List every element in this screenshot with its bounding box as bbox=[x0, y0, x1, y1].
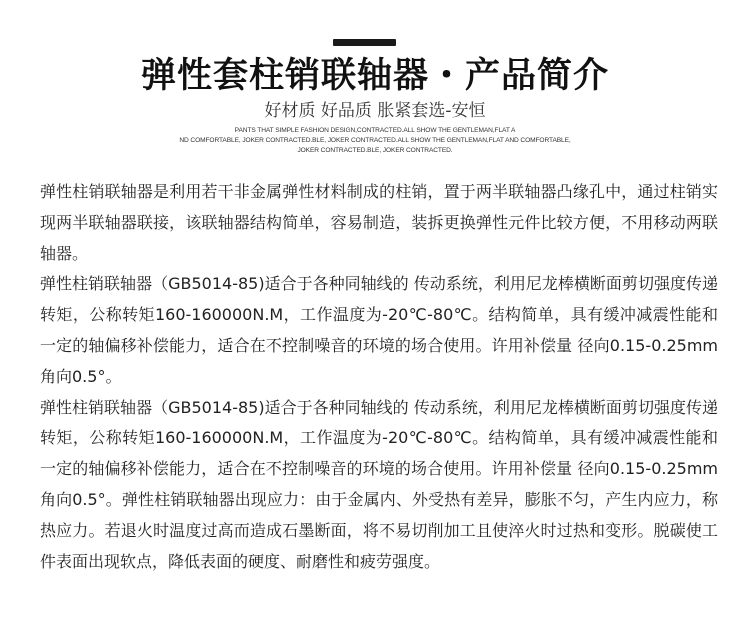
english-tagline-line: ND COMFORTABLE, JOKER CONTRACTED.BLE, JOKER CONTRACTED.ALL SHOW THE GENTLEMAN,FLAT AND COMFORTABLE, bbox=[179, 137, 571, 144]
description-paragraph: 弹性柱销联轴器（GB5014-85)适合于各种同轴线的 传动系统，利用尼龙棒横断面剪切强度传递转矩，公称转矩160-160000N.M，工作温度为-20℃-80℃。结构简单，具有缓冲减震性能和一定的轴偏移补偿能力，适合在不控制噪音的环境的场合使用。许用补偿量 径向0.15-0.25mm 角向0.5°。 bbox=[40, 274, 718, 386]
english-tagline bbox=[150, 126, 600, 156]
description-paragraph: 弹性柱销联轴器是利用若干非金属弹性材料制成的柱销，置于两半联轴器凸缘孔中，通过柱销实现两半联轴器联接，该联轴器结构简单，容易制造，装拆更换弹性元件比较方便，不用移动两联轴器。 bbox=[40, 182, 718, 263]
page-subtitle: 好材质 好品质 胀紧套选-安恒 bbox=[264, 101, 486, 121]
title-accent-bar bbox=[333, 39, 396, 46]
page-title: 弹性套柱销联轴器・产品简介 bbox=[140, 56, 609, 96]
english-tagline-line: JOKER CONTRACTED.BLE, JOKER CONTRACTED. bbox=[297, 147, 453, 154]
description-paragraph: 弹性柱销联轴器（GB5014-85)适合于各种同轴线的 传动系统，利用尼龙棒横断面剪切强度传递转矩，公称转矩160-160000N.M，工作温度为-20℃-80℃。结构简单，具有缓冲减震性能和一定的轴偏移补偿能力，适合在不控制噪音的环境的场合使用。许用补偿量 径向0.15-0.25mm 角向0.5°。弹性柱销联轴器出现应力：由于金属内、外受热有差异，膨胀不匀，产生内应力，称热应力。若退火时温度过高而造成石墨断面，将不易切削加工且使淬火时过热和变形。脱碳使工件表面出现软点，降低表面的硬度、耐磨性和疲劳强度。 bbox=[40, 397, 718, 571]
product-description bbox=[40, 177, 718, 577]
english-tagline-line: PANTS THAT SIMPLE FASHION DESIGN,CONTRACTED.ALL SHOW THE GENTLEMAN,FLAT A bbox=[234, 127, 516, 134]
